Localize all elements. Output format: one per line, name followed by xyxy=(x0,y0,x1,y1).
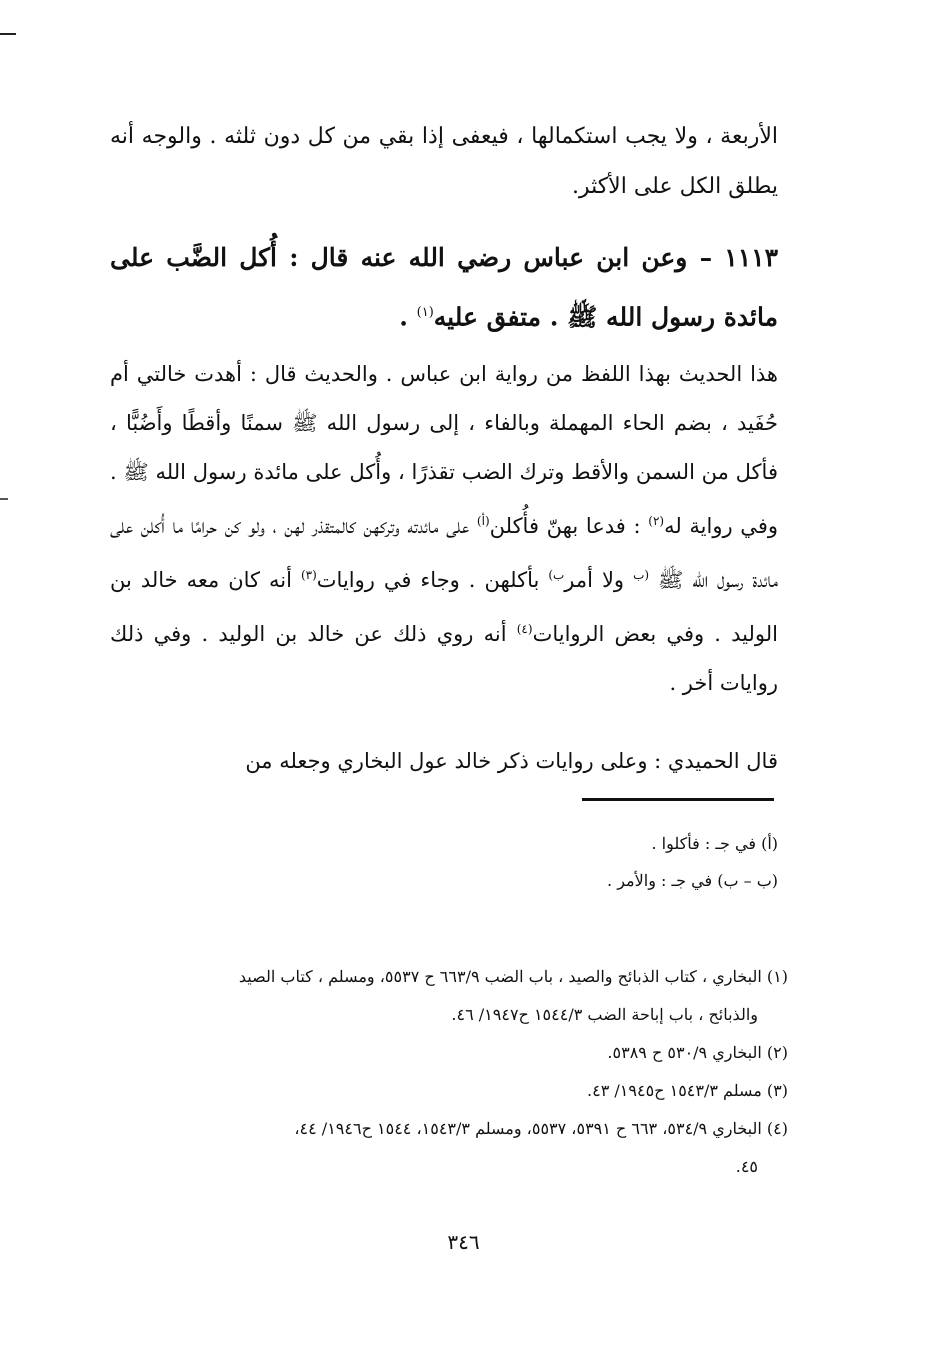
variant-marker: ب) xyxy=(548,568,565,582)
commentary-text: ولا أمر xyxy=(564,568,634,592)
footnote-marker: (٢) xyxy=(648,514,665,528)
variant-note: (أ) في جـ : فأكلوا . xyxy=(651,834,778,853)
hamidi-paragraph: قال الحميدي : وعلى روايات ذكر خالد عول البخاري وجعله من xyxy=(245,749,778,773)
hadith-end: . xyxy=(399,302,417,332)
footnote: (٢) البخاري ٥٣٠/٩ ح ٥٣٨٩. xyxy=(607,1043,788,1062)
variant-marker: (ب xyxy=(633,568,650,582)
commentary-text: على مائدته وتركهن كالمتقذر لهن ، ولو كن حرامًا ما أُكلن على مائدة رسول الله ﷺ xyxy=(110,514,778,592)
footnote: (٤) البخاري ٥٣٤/٩، ٦٦٣ ح ٥٣٩١، ٥٥٣٧، ومسلم ١٥٤٣/٣، ١٥٤٤ ح١٩٤٦/ ٤٤، ٤٥. xyxy=(294,1119,788,1176)
scan-artifact xyxy=(0,33,16,35)
footnotes xyxy=(110,958,788,1186)
intro-paragraph: الأربعة ، ولا يجب استكمالها ، فيعفى إذا بقي من كل دون ثلثه . والوجه أنه يطلق الكل على الأكثر. xyxy=(110,124,778,199)
footnote-separator xyxy=(582,798,774,801)
variant-note: (ب – ب) في جـ : والأمر . xyxy=(607,871,778,890)
footnote: (٣) مسلم ١٥٤٣/٣ ح١٩٤٥/ ٤٣. xyxy=(587,1081,788,1100)
commentary-text: بأكلهن . وجاء في روايات xyxy=(316,568,549,592)
commentary-text: أنه روي ذلك عن خالد بن الوليد . وفي ذلك روايات أخر . xyxy=(110,622,778,695)
page-number: ٣٤٦ xyxy=(447,1230,480,1254)
variant-marker: (أ) xyxy=(476,514,490,528)
commentary-text: هذا الحديث بهذا اللفظ من رواية ابن عباس . والحديث قال : أهدت خالتي أم حُفَيد ، بضم الحاء المهملة وبالفاء ، إلى رسول الله ﷺ سمنًا وأقطًا وأَضُبًّا ، فأكل من السمن والأقط وترك الضب تقذرًا ، وأُكل على مائدة رسول الله ﷺ . وفي رواية له xyxy=(110,362,778,538)
footnote-marker: (١) xyxy=(416,305,434,320)
hadith-body: ١١١٣ – وعن ابن عباس رضي الله عنه قال : أُكل الضَّب على مائدة رسول الله ﷺ . متفق عليه xyxy=(110,243,778,332)
commentary-text: : فدعا بهنّ فأُكلن xyxy=(489,514,649,538)
hadith-text xyxy=(110,230,778,344)
scan-artifact xyxy=(0,498,8,500)
footnote-marker: (٣) xyxy=(300,568,317,582)
footnote-marker: (٤) xyxy=(516,622,533,636)
variant-notes xyxy=(400,825,778,899)
footnote: (١) البخاري ، كتاب الذبائح والصيد ، باب الضب ٦٦٣/٩ ح ٥٥٣٧، ومسلم ، كتاب الصيد والذبائح ، باب إباحة الضب ١٥٤٤/٣ ح١٩٤٧/ ٤٦. xyxy=(238,967,788,1024)
commentary-text: أنه كان معه خالد بن الوليد . وفي بعض الروايات xyxy=(110,568,778,646)
commentary-paragraph xyxy=(110,350,778,708)
